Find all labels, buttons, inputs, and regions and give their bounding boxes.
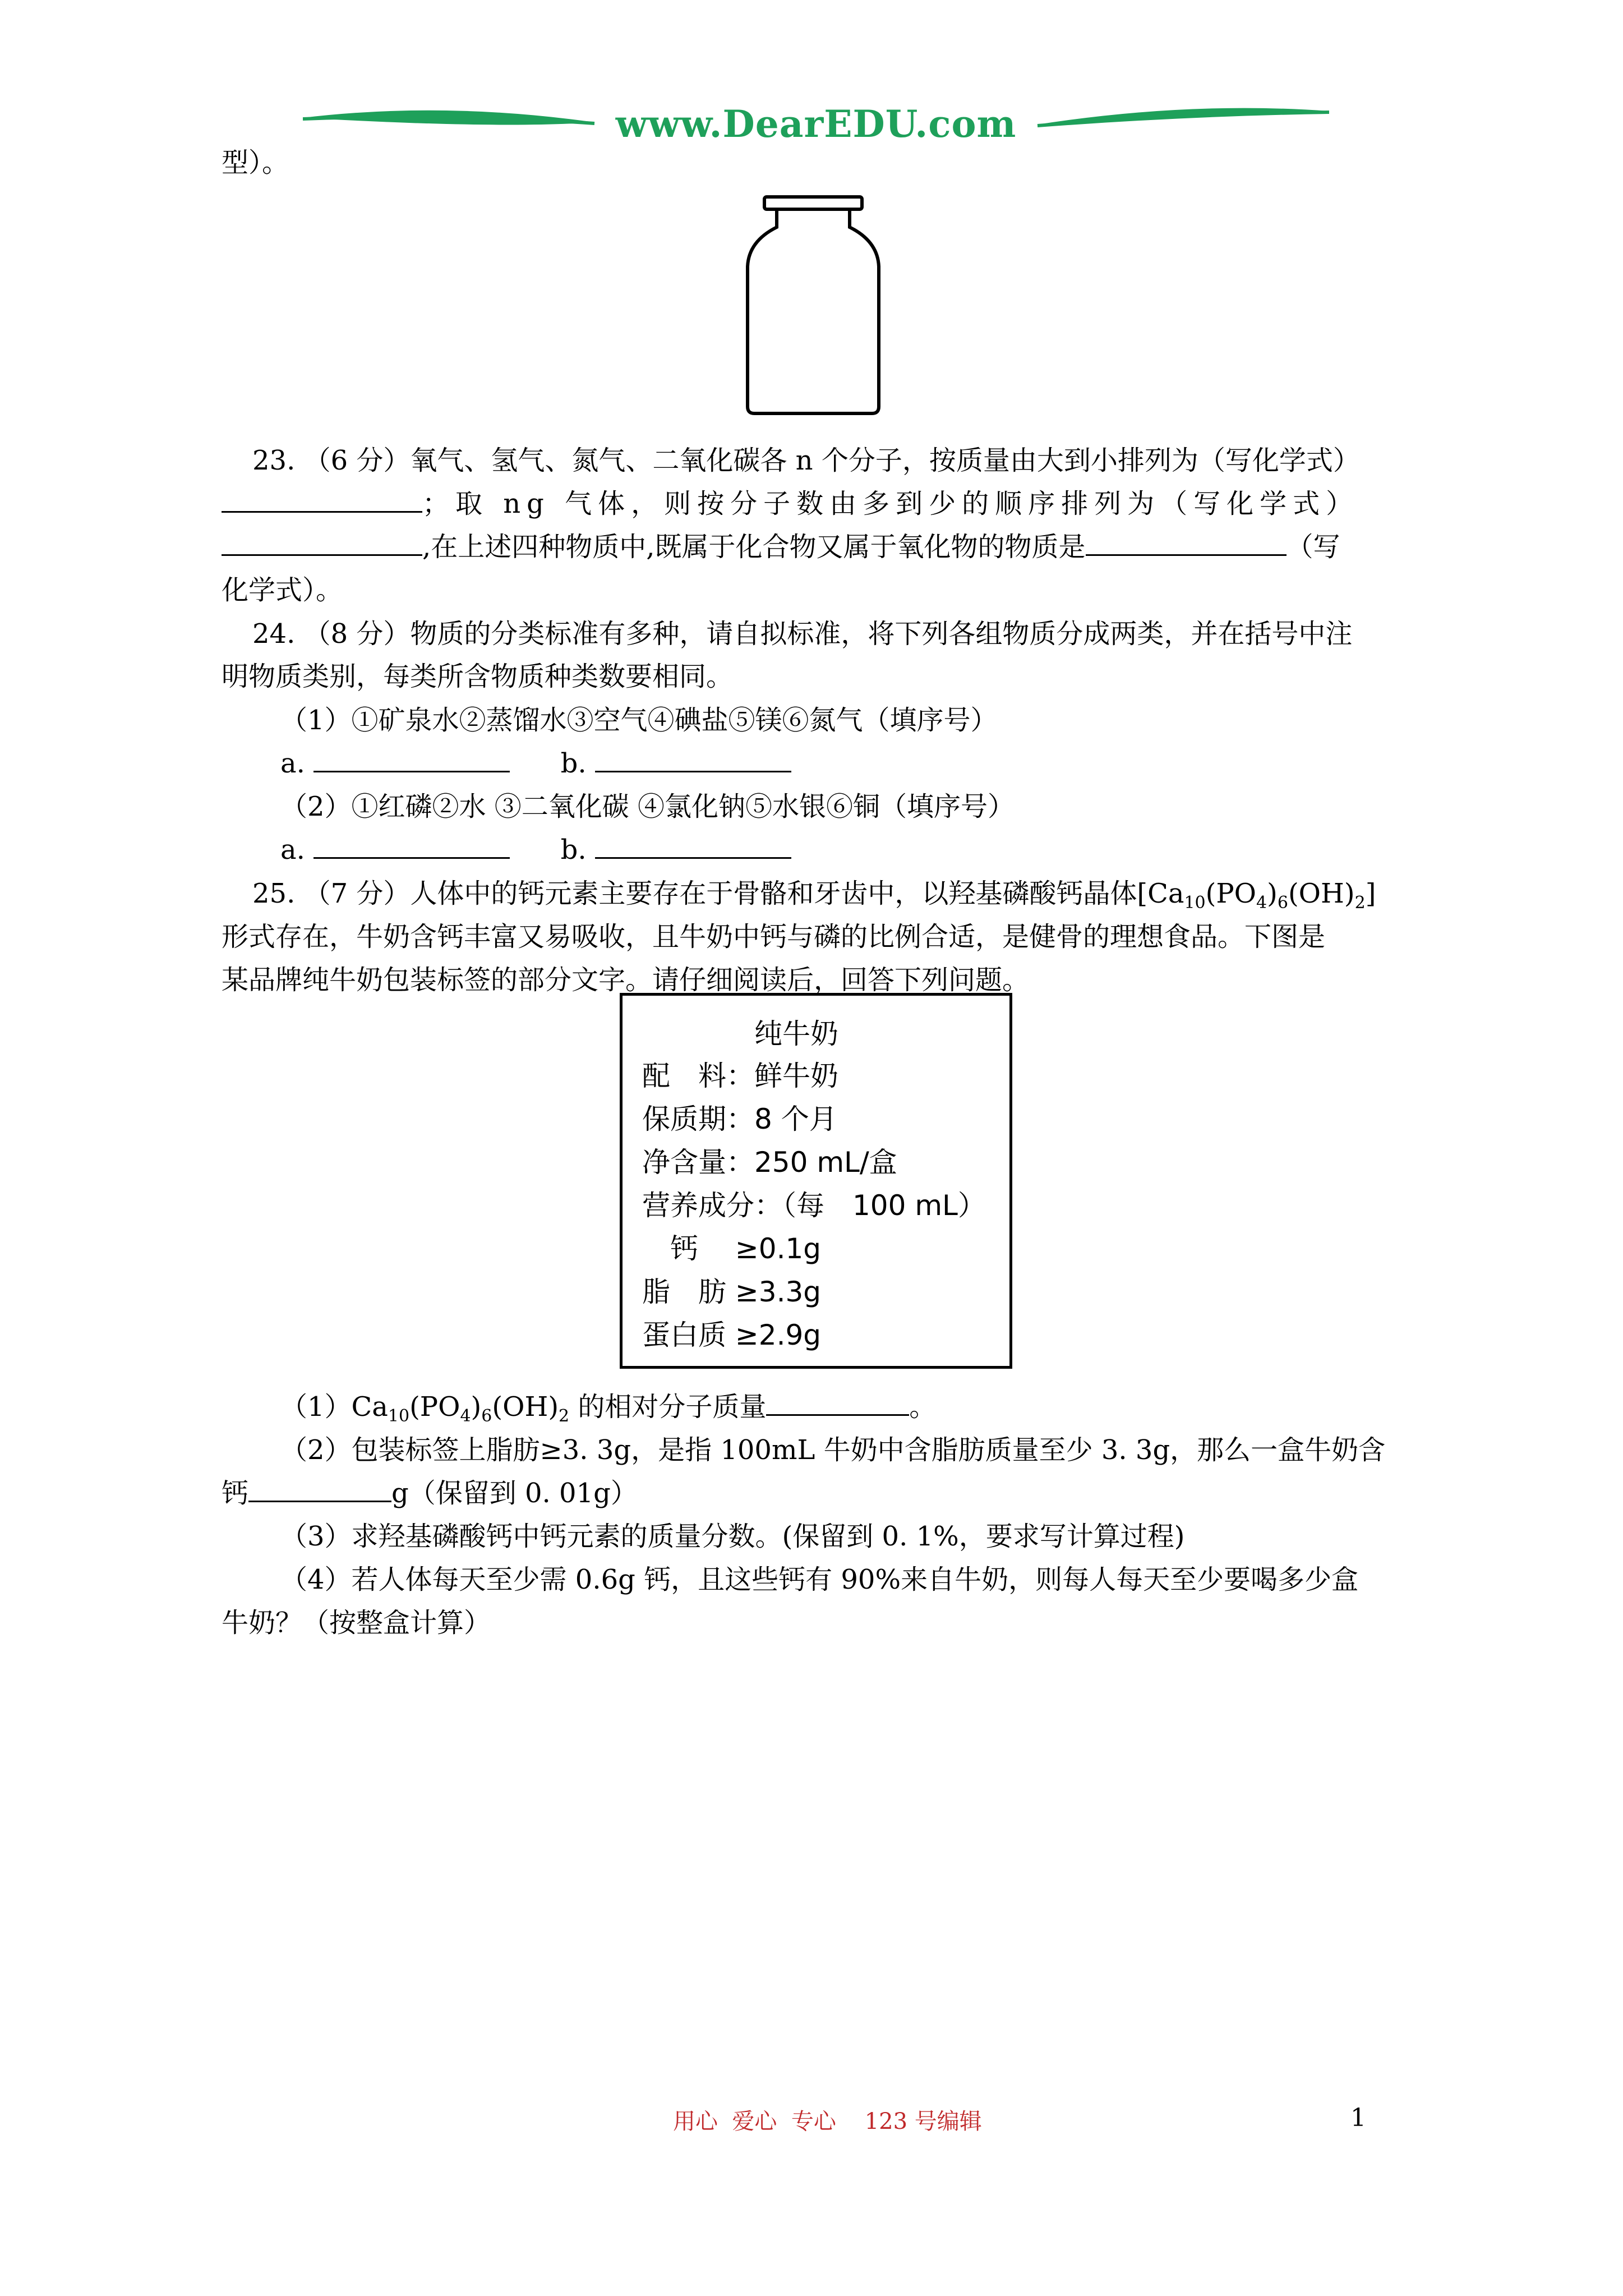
answer-blank[interactable] [222,489,422,513]
label-ingredients: 配 料：鲜牛奶 [642,1060,838,1092]
q25-line-2: 形式存在，牛奶含钙丰富又易吸收，且牛奶中钙与磷的比例合适，是健骨的理想食品。下图是 [222,921,1326,953]
label-calcium: 钙 ≥0.1g [642,1232,822,1265]
page-number: 1 [1350,2104,1366,2132]
q23-line-4: 化学式）。 [222,574,343,606]
q25-sub-3: （3）求羟基磷酸钙中钙元素的质量分数。(保留到 0. 1%，要求写计算过程) [280,1521,1185,1552]
q23-line-2: ；取 ng 气体，则按分子数由多到少的顺序排列为（写化学式） [222,482,1405,525]
label-net-content: 净含量：250 mL/盒 [642,1146,897,1179]
q25-sub-4-line-1: （4）若人体每天至少需 0.6g 钙，且这些钙有 90%来自牛奶，则每人每天至少要喝多少盒 [280,1564,1359,1595]
q24-line-1: 24. （8 分）物质的分类标准有多种，请自拟标准，将下列各组物质分成两类，并在括号中注 [252,618,1353,650]
q25-sub-2-line-1: （2）包装标签上脂肪≥3. 3g，是指 100mL 牛奶中含脂肪质量至少 3. 3g，那么一盒牛奶含 [280,1434,1386,1466]
q25-line-1: 25. （7 分）人体中的钙元素主要存在于骨骼和牙齿中，以羟基磷酸钙晶体$[Ca_{10}(PO_4)_6(OH)_2]$ [252,878,1376,913]
answer-blank-a[interactable] [313,748,510,772]
q24-sub-1-answers: a. b. [280,742,791,785]
q25-sub-1: $(1)Ca_{10}(PO_4)_6(OH)_2$ 的相对分子质量 。 [280,1391,937,1426]
q23-line-1: 23. （6 分）氧气、氢气、氮气、二氧化碳各 n 个分子，按质量由大到小排列为（写化学式） [252,445,1360,476]
q24-sub-2: （2）①红磷②水 ③二氧化碳 ④氯化钠⑤水银⑥铜（填序号） [280,791,1015,822]
q24-line-2: 明物质类别，每类所含物质种类数要相同。 [222,661,734,692]
label-nutrition-header: 营养成分：（每 100 mL） [642,1189,986,1222]
label-shelf-life: 保质期：8 个月 [642,1103,837,1135]
q23-line-3: ,在上述四种物质中,既属于化合物又属于氧化物的物质是 （写 [222,526,1340,568]
label-protein: 蛋白质 ≥2.9g [642,1319,822,1351]
q24-sub-1: （1）①矿泉水②蒸馏水③空气④碘盐⑤镁⑥氮气（填序号） [280,705,998,736]
answer-blank[interactable] [766,1392,909,1416]
answer-blank-b[interactable] [595,748,791,772]
q25-sub-2-line-2: 钙 g（保留到 0. 01g） [222,1478,638,1509]
answer-blank-b[interactable] [595,835,791,859]
label-title: 纯牛奶 [754,1018,838,1050]
header-banner [303,90,1329,157]
reagent-bottle-icon [743,194,883,418]
site-name: www.DearEDU.com [615,102,1017,146]
milk-label-box [620,993,1012,1369]
q24-sub-2-answers: a. b. [280,829,791,871]
q25-line-3: 某品牌纯牛奶包装标签的部分文字。请仔细阅读后，回答下列问题。 [222,964,1030,996]
q25-sub-4-line-2: 牛奶？（按整盒计算） [222,1607,491,1639]
answer-blank[interactable] [1086,532,1287,556]
label-fat: 脂 肪 ≥3.3g [642,1276,822,1308]
previous-fragment: 型）。 [222,147,289,178]
answer-blank[interactable] [248,1478,391,1502]
answer-blank[interactable] [222,532,422,556]
footer-text: 用心 爱心 专心 123 号编辑 [673,2109,982,2134]
answer-blank-a[interactable] [313,835,510,859]
